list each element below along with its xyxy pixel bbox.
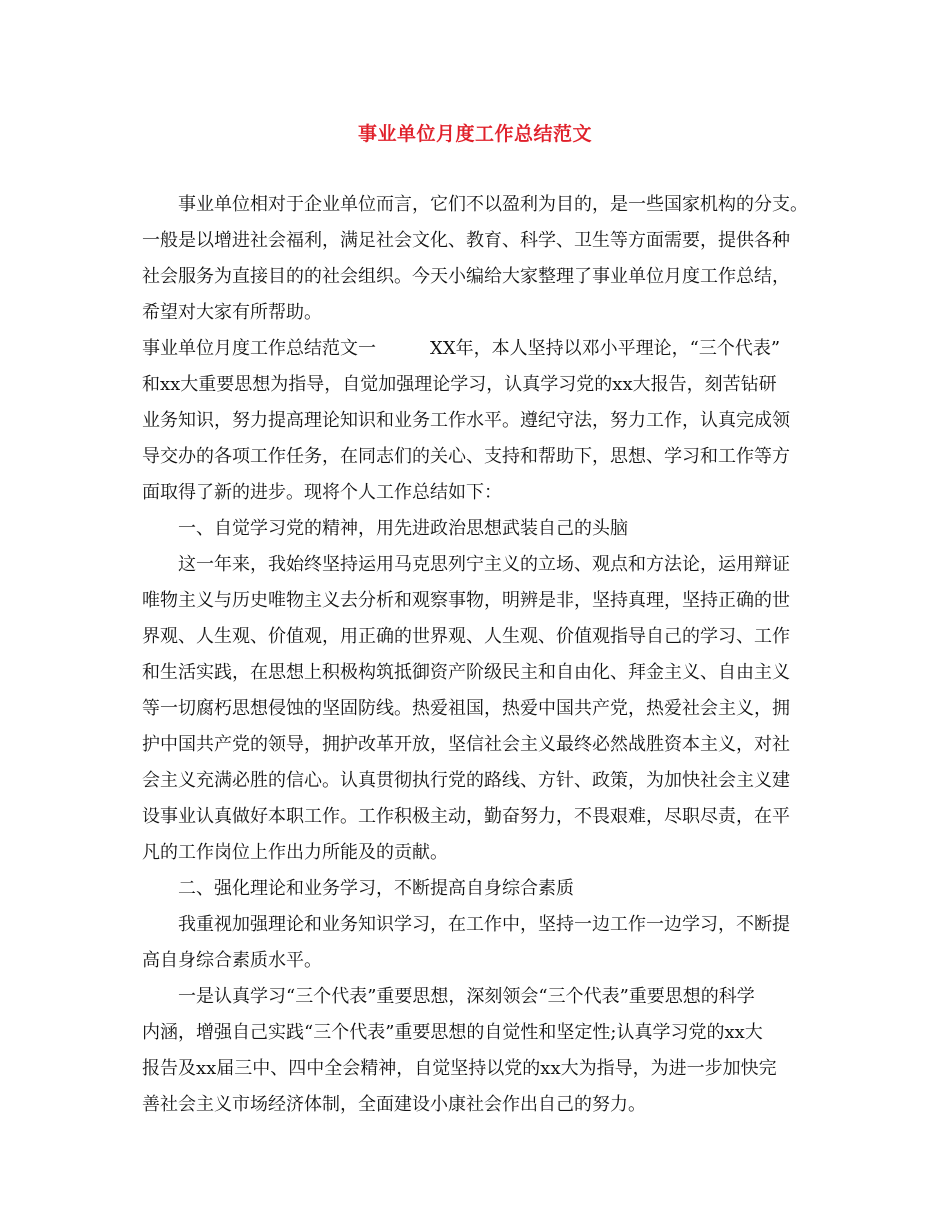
body-line: 唯物主义与历史唯物主义去分析和观察事物，明辨是非，坚持真理，坚持正确的世	[142, 590, 790, 611]
body-line: 面取得了新的进步。现将个人工作总结如下：	[142, 482, 502, 503]
body-line: 护中国共产党的领导，拥护改革开放，坚信社会主义最终必然战胜资本主义，对社	[142, 734, 790, 755]
body-line: 高自身综合素质水平。	[142, 950, 322, 971]
document-title: 事业单位月度工作总结范文	[357, 123, 592, 145]
body-line: 报告及xx届三中、四中全会精神，自觉坚持以党的xx大为指导，为进一步加快完	[142, 1058, 777, 1079]
body-line: 会主义充满必胜的信心。认真贯彻执行党的路线、方针、政策，为加快社会主义建	[142, 770, 790, 791]
body-line: 内涵，增强自己实践“三个代表”重要思想的自觉性和坚定性;认真学习党的xx大	[142, 1022, 763, 1043]
body-line: 设事业认真做好本职工作。工作积极主动，勤奋努力，不畏艰难，尽职尽责，在平	[142, 806, 790, 827]
body-line: 这一年来，我始终坚持运用马克思列宁主义的立场、观点和方法论，运用辩证	[178, 554, 790, 575]
body-line: 善社会主义市场经济体制，全面建设小康社会作出自己的努力。	[142, 1094, 646, 1115]
body-line: 界观、人生观、价值观，用正确的世界观、人生观、价值观指导自己的学习、工作	[142, 626, 790, 647]
section-heading-2: 二、强化理论和业务学习，不断提高自身综合素质	[178, 878, 574, 899]
body-line: 凡的工作岗位上作出力所能及的贡献。	[142, 842, 448, 863]
section-heading-1: 一、自觉学习党的精神，用先进政治思想武装自己的头脑	[178, 518, 628, 539]
body-line: 导交办的各项工作任务，在同志们的关心、支持和帮助下，思想、学习和工作等方	[142, 446, 790, 467]
body-line: 和xx大重要思想为指导，自觉加强理论学习，认真学习党的xx大报告，刻苦钻研	[142, 374, 777, 395]
body-line: 我重视加强理论和业务知识学习，在工作中，坚持一边工作一边学习，不断提	[178, 914, 790, 935]
body-line: 一般是以增进社会福利，满足社会文化、教育、科学、卫生等方面需要，提供各种	[142, 230, 790, 251]
body-line: 等一切腐朽思想侵蚀的坚固防线。热爱祖国，热爱中国共产党，热爱社会主义，拥	[142, 698, 790, 719]
body-line: 业务知识，努力提高理论知识和业务工作水平。遵纪守法，努力工作，认真完成领	[142, 410, 790, 431]
body-line: 一是认真学习“三个代表”重要思想，深刻领会“三个代表”重要思想的科学	[178, 986, 755, 1007]
body-line: 社会服务为直接目的的社会组织。今天小编给大家整理了事业单位月度工作总结，	[142, 266, 790, 287]
body-line: 和生活实践，在思想上积极构筑抵御资产阶级民主和自由化、拜金主义、自由主义	[142, 662, 790, 683]
body-line: 事业单位相对于企业单位而言，它们不以盈利为目的，是一些国家机构的分支。	[178, 194, 808, 215]
body-line: 事业单位月度工作总结范文一 XX年，本人坚持以邓小平理论，“三个代表”	[142, 338, 781, 359]
body-line: 希望对大家有所帮助。	[142, 302, 322, 323]
